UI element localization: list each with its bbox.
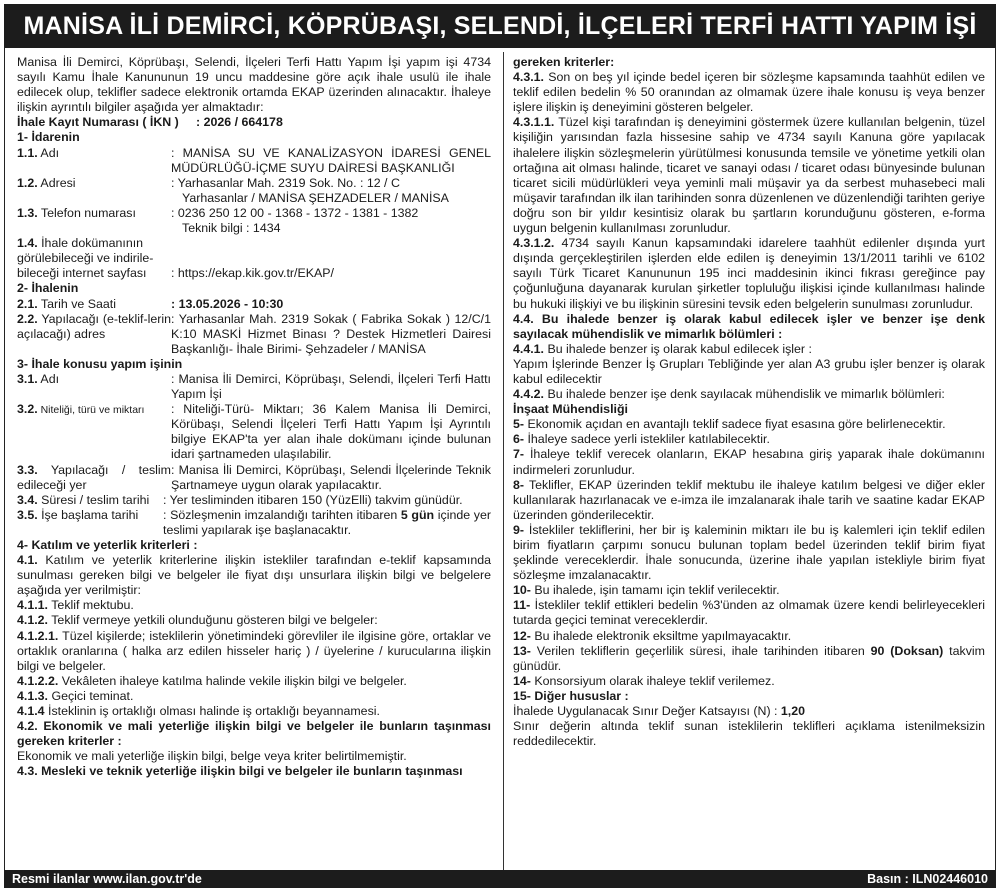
- footer-bar: [4, 870, 996, 888]
- para-number: 4.3.1.2.: [513, 236, 555, 251]
- para-4-3-heading-cont: gereken kriterler:: [513, 55, 615, 69]
- para-number: 11-: [513, 598, 531, 613]
- para-number: 4.1.2.1.: [17, 628, 59, 643]
- para-4-1-2-2: [17, 674, 491, 689]
- para-4-3-1-2: [513, 236, 985, 311]
- label-number: 3.5.: [17, 507, 38, 522]
- para-4-4-2: [513, 387, 985, 402]
- label-text: Tarih ve Saati: [37, 296, 116, 311]
- para-text: Vekâleten ihaleye katılma halinde vekile ilişkin bilgi ve belgeler.: [58, 673, 407, 688]
- para-text: Teklifler, EKAP üzerinden teklif mektubu ile ihaleye katılım belgesi ve diğer ekler kullanılarak hazırlanacak ve e-imza ile imzalanarak ihale tarih ve saatine kadar EKAP üzerinden gönderilecektir.: [513, 477, 985, 522]
- para-text: Bu ihalede, işin tamamı için teklif verilecektir.: [530, 583, 780, 598]
- para-5: [513, 417, 985, 432]
- phone-value: : 0236 250 12 00 - 1368 - 1372 - 1381 - 1382: [171, 205, 419, 220]
- para-number: 4.1.2.: [17, 613, 49, 628]
- para-4-2: Ekonomik ve mali yeterliğe ilişkin bilgi, belge veya kriter belirtilmemiştir.: [17, 749, 407, 764]
- para-text-end: takvim günüdür.: [513, 643, 985, 673]
- row-3-3: [17, 463, 491, 493]
- label-text: Adresi: [37, 175, 76, 190]
- para-number: 13-: [513, 643, 531, 658]
- label-text: Yapılacağı / teslim edileceği yer: [17, 462, 171, 492]
- tender-date-value: : 13.05.2026 - 10:30: [171, 296, 284, 311]
- para-number: 4.4.2.: [513, 387, 545, 402]
- footer-website-link[interactable]: Resmi ilanlar www.ilan.gov.tr'de: [12, 872, 202, 886]
- final-paragraph: Sınır değerin altında teklif sunan isteklilerin teklifleri açıklama istenilmeksizin reddedilecektir.: [513, 719, 985, 749]
- label-text: Yapılacağı (e-teklif-lerin açılacağı) adres: [17, 311, 171, 341]
- threshold-coefficient: [513, 704, 985, 719]
- para-number: 5-: [513, 417, 525, 432]
- para-number: 4.1.3.: [17, 688, 49, 703]
- para-number: 6-: [513, 432, 525, 447]
- para-number: 4.3.1.: [513, 70, 545, 85]
- label-text: görülebileceği ve indirile-: [17, 251, 154, 266]
- row-1-1: [17, 146, 491, 176]
- para-4-1-2-1: [17, 629, 491, 674]
- para-text: Bu ihalede elektronik eksiltme yapılmayacaktır.: [530, 628, 792, 643]
- label-number: 3.4.: [17, 492, 38, 507]
- start-date-value: [163, 508, 491, 538]
- row-3-5: [17, 508, 491, 538]
- para-15-heading: 15- Diğer hususlar :: [513, 688, 629, 703]
- insaat-muhendisligi: İnşaat Mühendisliği: [513, 402, 628, 417]
- para-number: 4.1.1.: [17, 598, 49, 613]
- para-text: İhaleye teklif verecek olanların, EKAP hesabına giriş yaparak ihale dokümanını indirmeleri zorunludur.: [513, 447, 985, 477]
- row-2-1: [17, 297, 491, 312]
- para-11: [513, 598, 985, 628]
- para-number: 12-: [513, 628, 531, 643]
- para-number: 4.1.2.2.: [17, 673, 59, 688]
- para-number: 4.3.1.1.: [513, 115, 555, 130]
- para-text: Katılım ve yeterlik kriterlerine ilişkin istekliler tarafından e-teklif kapsamında sunulması gereken bilgi ve belgeler ile fiyat dışı unsurlara ilişkin bilgi ve belgelere aşağıda yer verilmiştir:: [17, 553, 491, 598]
- para-text: Ekonomik açıdan en avantajlı teklif sadece fiyat esasına göre belirlenecektir.: [524, 417, 946, 432]
- label-text: Adı: [37, 371, 60, 386]
- idare-adi-value: : MANİSA SU VE KANALİZASYON İDARESİ GENEL MÜDÜRLÜĞÜ-İÇME SUYU DAİRESİ BAŞKANLIĞI: [171, 145, 491, 175]
- work-location-value: : Manisa İli Demirci, Köprübaşı, Selendi İlçelerinde Teknik Şartnameye uygun olarak yapılacaktır.: [171, 462, 491, 492]
- label-number: 3.3.: [17, 462, 38, 477]
- start-text-end: içinde yer teslimi yapılarak işe başlanacaktır.: [163, 507, 491, 537]
- column-divider: [503, 52, 504, 870]
- para-text: Tüzel kişilerde; isteklilerin yönetimindeki görevliler ile ilgisine göre, ortaklar ve ortaklık oranlarına ( halka arz edilen hisseler hariç ) / üyelerine / kurucularına ilişkin bilgi ve belgeler.: [17, 628, 491, 673]
- para-4-1-4: [17, 704, 491, 719]
- para-4-1: [17, 553, 491, 598]
- para-4-4-heading: 4.4. Bu ihalede benzer iş olarak kabul edilecek işler ve benzer işe denk sayılacak mühendislik ve mimarlık bölümleri :: [513, 311, 985, 341]
- label-number: 3.2.: [17, 402, 38, 417]
- threshold-value: 1,20: [780, 704, 806, 719]
- section-3-heading: 3- İhale konusu yapım işinin: [17, 356, 183, 371]
- work-name-value: : Manisa İli Demirci, Köprübaşı, Selendi, İlçeleri Terfi Hattı Yapım İşi: [171, 371, 491, 402]
- label-number: 1.1.: [17, 145, 38, 160]
- para-4-2-heading: 4.2. Ekonomik ve mali yeterliğe ilişkin bilgi ve belgeler ile bunların taşınması gereken kriterler :: [17, 719, 491, 749]
- para-number: 14-: [513, 673, 531, 688]
- ikn-line: İhale Kayıt Numarası ( İKN ) : 2026 / 664178: [17, 115, 283, 130]
- para-number: 8-: [513, 477, 525, 492]
- para-4-3-1: [513, 70, 985, 115]
- label-text: bileceği internet sayfası: [17, 266, 147, 281]
- para-text: Konsorsiyum olarak ihaleye teklif verilemez.: [530, 673, 775, 688]
- para-text: Tüzel kişi tarafından iş deneyimini göstermek üzere kullanılan belgenin, tüzel kişiliğin yarısından fazla hissesine sahip ve 4734 sayılı Kanuna göre yapılacak ihalelere ilişkin sözleşmelerin yürütülmesi konusunda temsile ve yönetime yetkili olan ortağına ait olması halinde, ticaret ve sanayi odası / ticaret odası bünyesinde bulunan ticaret sicili müdürlükleri veya yeminli mali müşavir ya da serbest muhasebeci mali müşavir tarafından ilk ilan tarihinden sonra düzenlenen ve düzenlendiği tarihten geriye doğru son bir yıldır kesintisiz olarak bu şartların korunduğunu gösteren, e-forma uygun belgenin kullanılması zorunludur.: [513, 115, 985, 236]
- para-8: [513, 478, 985, 523]
- label-number: 3.1.: [17, 371, 38, 386]
- para-text: Teklif vermeye yetkili olunduğunu gösteren bilgi ve belgeler:: [48, 613, 378, 628]
- page-title: MANİSA İLİ DEMİRCİ, KÖPRÜBAŞI, SELENDİ, İLÇELERİ TERFİ HATTI YAPIM İŞİ: [4, 4, 996, 48]
- ekap-url-link[interactable]: : https://ekap.kik.gov.tr/EKAP/: [171, 266, 334, 281]
- row-1-4: [17, 236, 491, 281]
- para-4-1-1: [17, 598, 491, 613]
- label-text: Niteliği, türü ve miktarı: [37, 404, 145, 417]
- threshold-label: İhalede Uygulanacak Sınır Değer Katsayısı (N) :: [513, 704, 781, 719]
- para-number: 9-: [513, 522, 525, 537]
- row-2-2: [17, 312, 491, 357]
- validity-days: 90 (Doksan): [870, 643, 944, 658]
- address-line-1: : Yarhasanlar Mah. 2319 Sok. No. : 12 / C: [171, 175, 400, 190]
- para-12: [513, 629, 985, 644]
- para-4-1-2: [17, 613, 491, 628]
- label-text: İşe başlama tarihi: [37, 507, 139, 522]
- label-number: 1.2.: [17, 175, 38, 190]
- para-4-3-heading: 4.3. Mesleki ve teknik yeterliğe ilişkin bilgi ve belgeler ile bunların taşınması: [17, 764, 463, 779]
- para-number: 4.4.1.: [513, 341, 545, 356]
- intro-paragraph: Manisa İli Demirci, Köprübaşı, Selendi, İlçeleri Terfi Hattı Yapım İşi yapım işi 4734 sayılı Kamu İhale Kanununun 19 uncu maddesine göre açık ihale usulü ile ihale edilecek olup, teklifler sadece elektronik ortamda EKAP üzerinden alınacaktır. İhaleye ilişkin ayrıntılı bilgiler aşağıda yer almaktadır:: [17, 55, 491, 115]
- row-3-1: [17, 372, 491, 402]
- para-text: İhaleye sadece yerli istekliler katılabilecektir.: [524, 432, 770, 447]
- technical-phone: Teknik bilgi : 1434: [182, 221, 281, 236]
- label-number: 2.2.: [17, 311, 38, 326]
- right-column: [513, 55, 985, 749]
- para-text: İsteklinin iş ortaklığı olması halinde iş ortaklığı beyannamesi.: [44, 704, 380, 719]
- footer-press-code: Basın : ILN02446010: [867, 872, 988, 886]
- work-nature-value: : Niteliği-Türü- Miktarı; 36 Kalem Manisa İli Demirci, Körübaşı, Selendi İlçeleri Terfi Hattı Yapım İşi Ayrıntılı bilgiye EKAP'ta yer alan ihale dokümanı içinde bulunan idari şartnameden ulaşılabilir.: [171, 402, 491, 462]
- address-line-2: Yarhasanlar / MANİSA ŞEHZADELER / MANİSA: [182, 190, 449, 205]
- para-text: 4734 sayılı Kanun kapsamındaki idarelere taahhüt edilenler dışında yurt dışında gerçekleştirilen işlerden elde edilen iş deneyimin 13/1/2011 tarihli ve 6102 sayılı Türk Ticaret Kanununun 195 inci maddesinin ikinci fıkrası gereğince pay çoğunluğuna dayanarak kurulan şirketler topluluğu ilişkisi içinde kullanılması halinde bu hukuki ilişkiyi ve bu ilişkinin süresini tevsik eden belgelerin sunulması zorunludur.: [513, 236, 985, 311]
- para-9: [513, 523, 985, 583]
- para-text: İstekliler teklif ettikleri bedelin %3'ünden az olmamak üzere kendi belirleyecekleri tutarda geçici teminat vereceklerdir.: [513, 598, 985, 628]
- left-column: [17, 55, 491, 780]
- para-4-3-1-1: [513, 115, 985, 236]
- label-text: İhale dokümanının: [37, 236, 144, 251]
- para-4-4-1: [513, 342, 985, 357]
- label-number: 1.4.: [17, 236, 38, 251]
- para-text: Bu ihalede benzer işe denk sayılacak mühendislik ve mimarlık bölümleri:: [544, 387, 945, 402]
- section-2-heading: 2- İhalenin: [17, 281, 79, 296]
- section-4-heading: 4- Katılım ve yeterlik kriterleri :: [17, 538, 198, 552]
- row-1-2: [17, 176, 491, 206]
- row-1-3: [17, 206, 491, 236]
- start-days: 5 gün: [400, 507, 435, 522]
- para-number: 4.1.4: [17, 704, 45, 719]
- para-text: İstekliler tekliflerini, her bir iş kaleminin miktarı ile bu iş kalemleri için teklif edilen birim fiyatların çarpımı sonucu bulunan toplam bedel üzerinden teklif birim fiyat şeklinde vereceklerdir. İhale sonucunda, üzerine ihale yapılan istekliyle birim fiyat sözleşme imzalanacaktır.: [513, 522, 985, 583]
- para-text: Bu ihalede benzer iş olarak kabul edilecek işler :: [544, 341, 812, 356]
- para-4-4-1-detail: Yapım İşlerinde Benzer İş Grupları Tebliğinde yer alan A3 grubu işler benzer iş olarak kabul edilecektir: [513, 356, 985, 386]
- label-text: Telefon numarası: [37, 205, 136, 220]
- row-3-2: [17, 402, 491, 462]
- para-text: Teklif mektubu.: [48, 598, 134, 613]
- para-text: Verilen tekliflerin geçerlilik süresi, ihale tarihinden itibaren: [530, 643, 871, 658]
- label-number: 1.3.: [17, 205, 38, 220]
- start-text: : Sözleşmenin imzalandığı tarihten itibaren: [163, 507, 401, 522]
- para-text: Geçici teminat.: [48, 688, 134, 703]
- label-text: Adı: [37, 145, 60, 160]
- para-14: [513, 674, 985, 689]
- para-number: 10-: [513, 583, 531, 598]
- para-text: Son on beş yıl içinde bedel içeren bir sözleşme kapsamında taahhüt edilen ve teklif edilen bedelin % 50 oranından az olmamak üzere ihale konusu iş veya benzer işlere ilişkin iş deneyimini gösteren belgeler.: [513, 70, 985, 115]
- row-3-4: [17, 493, 491, 508]
- para-10: [513, 583, 985, 598]
- label-text: Süresi / teslim tarihi: [37, 492, 150, 507]
- para-number: 4.1.: [17, 553, 38, 568]
- para-4-1-3: [17, 689, 491, 704]
- para-7: [513, 447, 985, 477]
- para-6: [513, 432, 985, 447]
- para-13: [513, 644, 985, 674]
- section-1-heading: 1- İdarenin: [17, 130, 80, 145]
- para-number: 7-: [513, 447, 525, 462]
- duration-value: : Yer tesliminden itibaren 150 (YüzElli) takvim günüdür.: [163, 492, 463, 507]
- tender-address-value: : Yarhasanlar Mah. 2319 Sokak ( Fabrika Sokak ) 12/C/1 K:10 MASKİ Hizmet Binası ? Destek Hizmetleri Dairesi Başkanlığı- İhale Birimi- Şehzadeler / MANİSA: [171, 311, 491, 356]
- label-number: 2.1.: [17, 296, 38, 311]
